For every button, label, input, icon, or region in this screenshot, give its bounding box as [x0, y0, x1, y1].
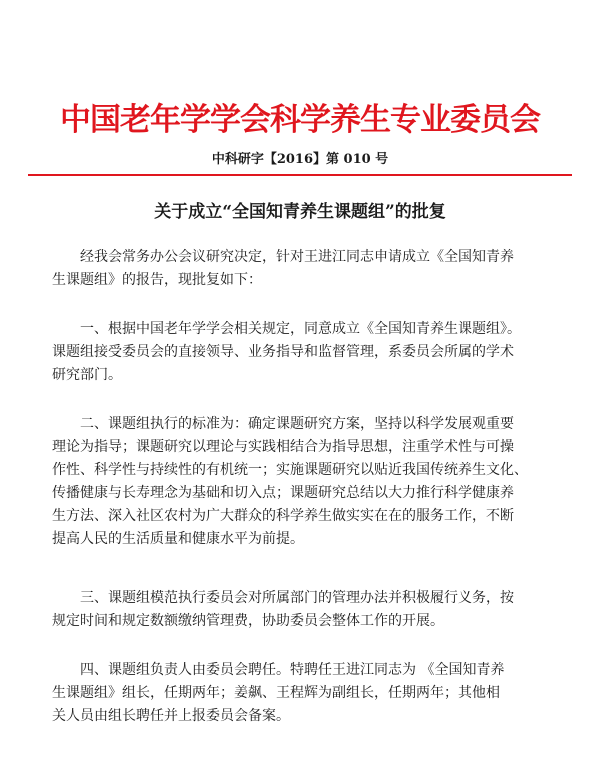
paragraph-line: 一、根据中国老年学学会相关规定，同意成立《全国知青养生课题组》。	[80, 321, 521, 337]
paragraph-line: 规定时间和规定数额缴纳管理费，协助委员会整体工作的开展。	[52, 613, 444, 629]
paragraph-line: 三、课题组模范执行委员会对所属部门的管理办法并积极履行义务，按	[80, 590, 514, 606]
paragraph-line: 课题组接受委员会的直接领导、业务指导和监督管理，系委员会所属的学术	[52, 344, 514, 360]
document-number: 中科研字【2016】第 010 号	[211, 152, 389, 167]
paragraph-line: 关人员由组长聘任并上报委员会备案。	[52, 708, 290, 724]
paragraph-line: 传播健康与长寿理念为基础和切入点；课题研究总结以大力推行科学健康养	[52, 485, 514, 501]
paragraph-intro	[52, 246, 552, 292]
header-divider	[28, 174, 572, 176]
paragraph-line: 研究部门。	[52, 367, 122, 383]
paragraph-line: 生课题组》的报告，现批复如下：	[52, 272, 262, 288]
paragraph-line: 作性、科学性与持续性的有机统一；实施课题研究以贴近我国传统养生文化、	[52, 462, 528, 478]
paragraph-item-4	[52, 659, 552, 728]
paragraph-line: 提高人民的生活质量和健康水平为前提。	[52, 531, 304, 547]
paragraph-line: 二、课题组执行的标准为：确定课题研究方案，坚持以科学发展观重要	[80, 416, 514, 432]
paragraph-line: 经我会常务办公会议研究决定，针对王进江同志申请成立《全国知青养	[80, 249, 514, 265]
paragraph-line: 理论为指导；课题研究以理论与实践相结合为指导思想，注重学术性与可操	[52, 439, 514, 455]
paragraph-line: 生方法、深入社区农村为广大群众的科学养生做实实在在的服务工作，不断	[52, 508, 514, 524]
organization-title: 中国老年学学会科学养生专业委员会	[60, 102, 540, 138]
paragraph-line: 生课题组》组长，任期两年；姜飙、王程辉为副组长，任期两年；其他相	[52, 685, 500, 701]
paragraph-item-2	[52, 413, 552, 551]
paragraph-item-3	[52, 587, 552, 633]
document-title: 关于成立“全国知青养生课题组”的批复	[154, 202, 446, 222]
paragraph-item-1	[52, 318, 552, 387]
paragraph-line: 四、课题组负责人由委员会聘任。特聘任王进江同志为 《全国知青养	[80, 662, 505, 678]
